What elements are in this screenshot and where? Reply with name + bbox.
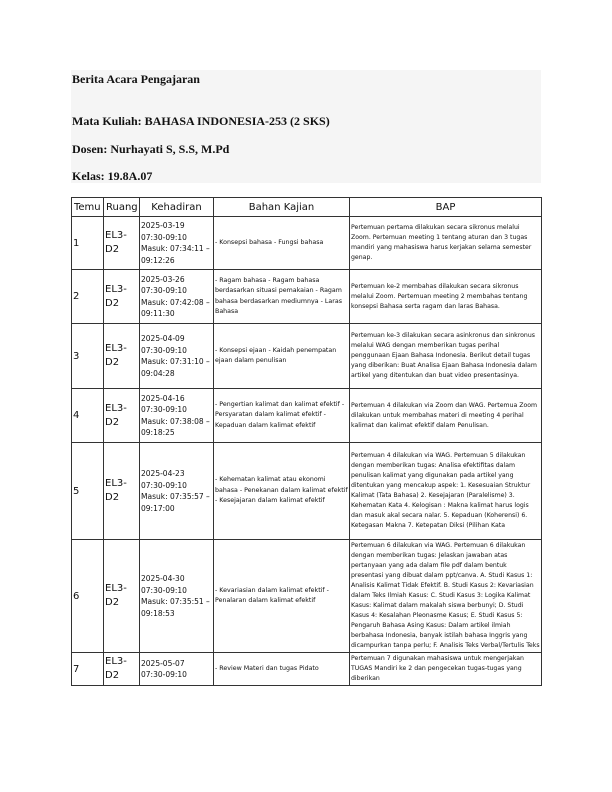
attendance-checkin: Masuk: 07:42:08 – 09:11:30: [141, 297, 210, 318]
attendance-checkin: Masuk: 07:31:10 – 09:04:28: [141, 357, 210, 378]
attendance-checkin: Masuk: 07:35:51 – 09:18:53: [141, 597, 210, 618]
cell-attendance: [140, 389, 214, 443]
cell-topic: - Kehematan kalimat atau ekonomi bahasa - Penekanan dalam kalimat efektif - Kesejajaran dalam kalimat efektif: [214, 443, 350, 540]
attendance-time: 07:30-09:10: [141, 232, 187, 242]
attendance-table: [71, 197, 542, 686]
class-line: Kelas: 19.8A.07: [72, 169, 153, 183]
col-header-ruang: Ruang: [104, 198, 140, 217]
attendance-date: 2025-04-23: [141, 469, 185, 478]
attendance-checkin: Masuk: 07:34:11 – 09:12:26: [141, 244, 210, 265]
cell-bap: Pertemuan 6 dilakukan via WAG. Pertemuan 6 dilakukan dengan memberikan tugas: Jelaskan jawaban atas pertanyaan yang ada dalam file pdf dalam bentuk presentasi yang dibuat dalam ppt/canva. A. Studi Kasus 1: Analisis Kalimat Tidak Efektif. B. Studi Kasus 2: Kevariasian dalam Teks Ilmiah Kasus: C. Studi Kasus 3: Logika Kalimat Kasus: Kalimat dalam makalah siswa berbunyi; D. Studi Kasus 4: Kesalahan Pleonasme Kasus; E. Studi Kasus 5: Pengaruh Bahasa Asing Kasus: Dalam artikel ilmiah berbahasa Indonesia, banyak istilah bahasa Inggris yang dicampurkan tanpa perlu; F. Analisis Teks Verbal/Tertulis Teks: [350, 540, 542, 653]
col-header-bap: BAP: [350, 198, 542, 217]
cell-room: EL3-D2: [104, 389, 140, 443]
col-header-kehadiran: Kehadiran: [140, 198, 214, 217]
cell-bap: Pertemuan ke-2 membahas dilakukan secara sikronus melalui Zoom. Pertemuan meeting 2 membahas tentang konsepsi Bahasa serta ragam dan laras Bahasa.: [350, 270, 542, 324]
attendance-date: 2025-05-07: [141, 658, 185, 668]
table-header-row: [72, 198, 542, 217]
attendance-time: 07:30-09:10: [141, 345, 187, 355]
cell-topic: - Pengertian kalimat dan kalimat efektif - Persyaratan dalam kalimat efektif - Kepaduan dalam kalimat efektif: [214, 389, 350, 443]
cell-bap: Pertemuan pertama dilakukan secara sikronus melalui Zoom. Pertemuan meeting 1 tentang aturan dan 3 tugas mandiri yang mahasiswa harus kerjakan selama semester genap.: [350, 217, 542, 270]
cell-topic: - Konsepsi bahasa - Fungsi bahasa: [214, 217, 350, 270]
table-row: [72, 443, 542, 540]
attendance-date: 2025-04-16: [141, 393, 185, 403]
col-header-temu: Temu: [72, 198, 104, 217]
attendance-checkin: Masuk: 07:38:08 – 09:18:25: [141, 416, 210, 437]
cell-meeting-no: 6: [72, 540, 104, 653]
cell-room: EL3-D2: [104, 540, 140, 653]
attendance-time: 07:30-09:10: [141, 286, 187, 295]
cell-bap: Pertemuan ke-3 dilakukan secara asinkronus dan sinkronus melalui WAG dengan memberikan tugas perihal penggunaan Ejaan Bahasa Indonesia. Berikut detail tugas yang diberikan: Buat Analisa Ejaan Bahasa Indonesia dalam artikel yang ditentukan dan buat video presentasinya.: [350, 324, 542, 389]
table-row: [72, 217, 542, 270]
cell-meeting-no: 3: [72, 324, 104, 389]
attendance-time: 07:30-09:10: [141, 585, 187, 595]
cell-attendance: [140, 270, 214, 324]
table-row: [72, 653, 542, 686]
cell-attendance: [140, 217, 214, 270]
cell-topic: - Konsepsi ejaan - Kaidah penempatan ejaan dalam penulisan: [214, 324, 350, 389]
col-header-bahan-kajian: Bahan Kajian: [214, 198, 350, 217]
attendance-time: 07:30-09:10: [141, 480, 187, 490]
cell-topic: - Kevariasian dalam kalimat efektif - Penalaran dalam kalimat efektif: [214, 540, 350, 653]
table-row: [72, 389, 542, 443]
lecturer-line: Dosen: Nurhayati S, S.S, M.Pd: [72, 142, 230, 156]
cell-room: EL3-D2: [104, 270, 140, 324]
table-row: [72, 270, 542, 324]
cell-room: EL3-D2: [104, 653, 140, 686]
cell-room: EL3-D2: [104, 443, 140, 540]
cell-attendance: [140, 540, 214, 653]
cell-meeting-no: 5: [72, 443, 104, 540]
cell-meeting-no: 7: [72, 653, 104, 686]
cell-meeting-no: 2: [72, 270, 104, 324]
attendance-time: 07:30-09:10: [141, 405, 187, 414]
cell-topic: - Review Materi dan tugas Pidato: [214, 653, 350, 686]
attendance-date: 2025-04-09: [141, 334, 185, 343]
table-row: [72, 540, 542, 653]
cell-meeting-no: 1: [72, 217, 104, 270]
cell-attendance: [140, 443, 214, 540]
cell-bap: Pertemuan 4 dilakukan via WAG. Pertemuan 5 dilakukan dengan memberikan tugas: Analisa efektifitas dalam penulisan kalimat yang digunakan pada artikel yang ditentukan yang mencakup aspek: 1. Kesesuaian Struktur Kalimat (Tata Bahasa) 2. Kesejajaran (Paralelisme) 3. Kehematan Kata 4. Kelogisan : Makna kalimat harus logis dan masuk akal secara nalar. 5. Kepaduan (Koherensi) 6. Ketegasan Makna 7. Ketepatan Diksi (Pilihan Kata: [350, 443, 542, 540]
cell-room: EL3-D2: [104, 324, 140, 389]
attendance-date: 2025-03-26: [141, 274, 185, 284]
cell-meeting-no: 4: [72, 389, 104, 443]
cell-bap: Pertemuan 7 digunakan mahasiswa untuk mengerjakan TUGAS Mandiri ke 2 dan pengecekan tugas-tugas yang diberikan: [350, 653, 542, 686]
cell-attendance: [140, 653, 214, 686]
cell-attendance: [140, 324, 214, 389]
table-row: [72, 324, 542, 389]
cell-topic: - Ragam bahasa - Ragam bahasa berdasarkan situasi pemakaian - Ragam bahasa berdasarkan mediumnya - Laras Bahasa: [214, 270, 350, 324]
document-title: Berita Acara Pengajaran: [72, 72, 200, 86]
attendance-checkin: Masuk: 07:35:57 – 09:17:00: [141, 492, 210, 513]
cell-room: EL3-D2: [104, 217, 140, 270]
attendance-date: 2025-04-30: [141, 574, 185, 583]
cell-bap: Pertemuan 4 dilakukan via Zoom dan WAG. Pertemua Zoom dilakukan untuk membahas materi di meeting 4 perihal kalimat dan kalimat efektif dalam Penulisan.: [350, 389, 542, 443]
attendance-date: 2025-03-19: [141, 221, 185, 230]
course-line: Mata Kuliah: BAHASA INDONESIA-253 (2 SKS): [72, 114, 330, 128]
attendance-time: 07:30-09:10: [141, 670, 187, 679]
